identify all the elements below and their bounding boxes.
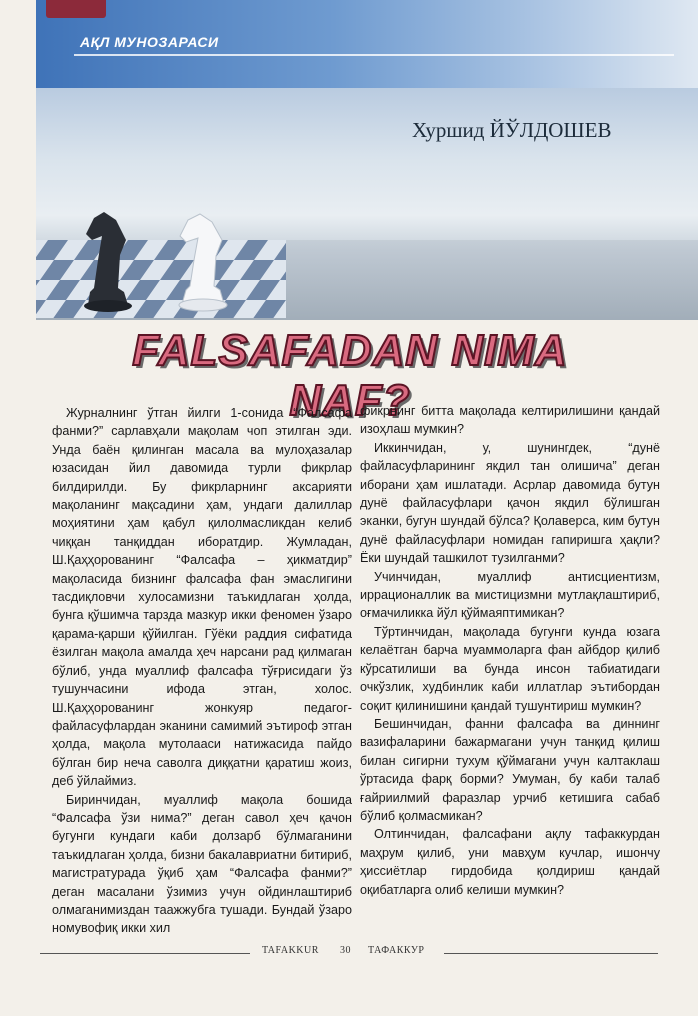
paragraph: Иккинчидан, у, шунингдек, “дунё файласуфларининг якдил тан олишича” деган иборани ҳам ишлатади. Асрлар давомида бутун дунё файласуфлари қачон якдил бўлишган эканки, бугун шундай бўлса? Қолаверса, ким бутун дунё файласуфлари номидан гапиришга ҳақли? Ёки шундай ташкилот тузилганми? xyxy=(360,440,660,566)
header-tab xyxy=(46,0,106,18)
footer-rule-right xyxy=(444,953,658,954)
footer-right-text: ТАФАККУР xyxy=(368,945,425,956)
right-column xyxy=(360,402,660,899)
section-label: АҚЛ МУНОЗАРАСИ xyxy=(80,34,219,50)
paragraph: фикрнинг битта мақолада келтирилишини қандай изоҳлаш мумкин? xyxy=(360,404,660,437)
paragraph: Олтинчидан, фалсафани ақлу тафаккурдан маҳрум қилиб, уни мавҳум кучлар, ишончу ҳиссиётлар гирдобида қолдириш қандай оқибатларга олиб келиши мумкин? xyxy=(360,827,660,897)
article-headline: FALSAFADAN NIMA NAF? xyxy=(132,326,568,425)
author-name: Хуршид ЙЎЛДОШЕВ xyxy=(412,118,612,142)
chess-illustration xyxy=(36,200,286,318)
paragraph: Бешинчидан, фанни фалсафа ва диннинг вазифаларини бажармагани учун танқид қилиш билан сигирни тухум қўймагани учун калтаклаш ўртасида фарқ борми? Умуман, бу каби талаб ғайриилмий фаразлар урчиб кетишига сабаб бўлиб қолмасмикан? xyxy=(360,716,660,823)
left-column xyxy=(52,404,352,938)
footer-rule-left xyxy=(40,953,250,954)
chessboard xyxy=(36,240,286,318)
page-number: 30 xyxy=(340,945,351,956)
paragraph: Учинчидан, муаллиф антисциентизм, иррационаллик ва мистицизмни мутлақлаштириб, оғмачиликка йўл қўймаяптимикан? xyxy=(360,569,660,621)
paragraph: Биринчидан, муаллиф мақола бошида “Фалсафа ўзи нима?” деган савол ҳеч қачон бугунги кундаги каби долзарб бўлмаганини таъкидлаган ҳолда, бизни бакалавриатни битириб, магистратурада ўқиб ҳам “Фалсафа фанми?” деган масалани ўзимиз учун ойдинлаштириб олмаганимиздан таажжубга тушади. Бундай ўзаро номувофиқ икки хил xyxy=(52,792,352,936)
chess-image xyxy=(36,200,286,318)
header-divider xyxy=(74,54,674,56)
paragraph: Тўртинчидан, мақолада бугунги кунда юзага келаётган барча муаммоларга фан айбдор қилиб кўрсатилиши ва бунда инсон табиатидаги очкўзлик, худбинлик каби иллатлар эътибордан соқит қилинишини қандай тушунтириш мумкин? xyxy=(360,624,660,713)
paragraph: Журналнинг ўтган йилги 1-сонида “Фалсафа фанми?” сарлавҳали мақолам чоп этилган эди. Унда баён қилинган масала ва мулоҳазалар юзасидан йил давомида турли фикрлар билдирилди. Бу фикрларнинг аксарияти мақоланинг мақсадини ҳам, ундаги далиллар моҳиятини ҳам қабул қилолмасликдан келиб чиққан танқиддан иборатдир. Жумладан, Ш.Қаҳҳорованинг “Фалсафа – ҳикматдир” мақоласида бизнинг фалсафа фан эмаслигини тасдиқловчи хулосамизни таъкидлаган ҳолда, бунга қўшимча тарзда мазкур икки феномен ўзаро қарама-қарши қўйилган. Гўёки раддия сифатида ёзилган мақола амалда ҳеч нарсани рад қилмаган бўлиб, унда муаллиф фалсафа тўғрисидаги ўз тушунчасини ифода этган, холос. Ш.Қаҳҳорованинг жонкуяр педагог-файласуфлардан эканини самимий эътироф этган ҳолда, мақола мутолааси натижасида пайдо бўлган бир неча саволга диққатни қаратиш жоиз, деб ўйлаймиз. xyxy=(52,406,352,789)
footer-left-text: TAFAKKUR xyxy=(262,945,319,956)
